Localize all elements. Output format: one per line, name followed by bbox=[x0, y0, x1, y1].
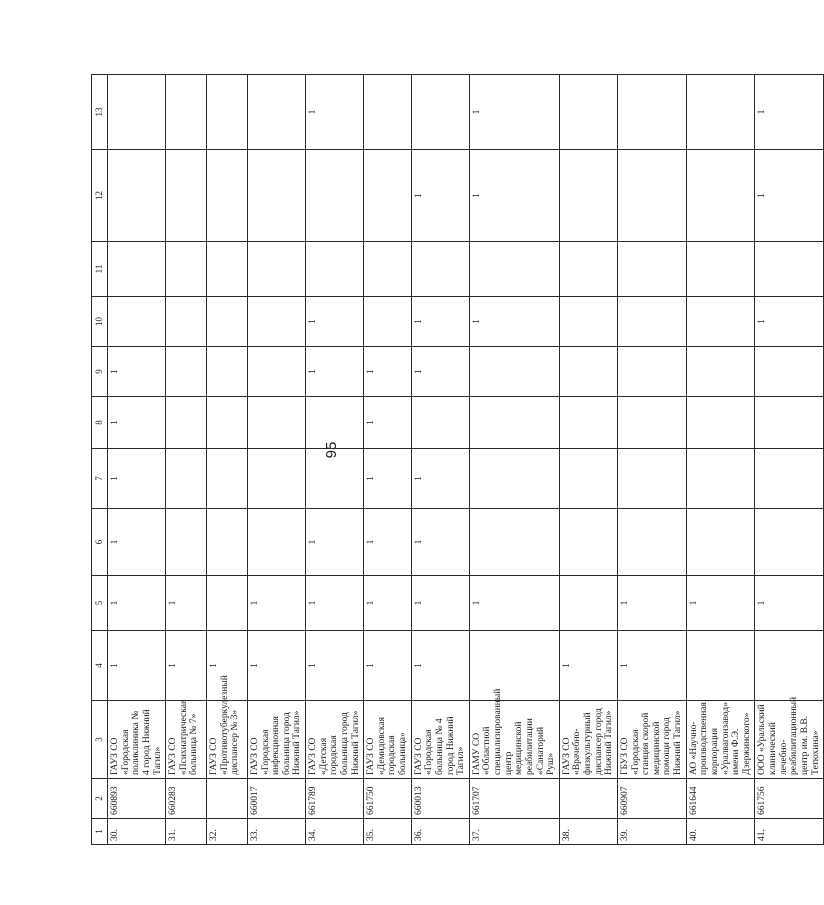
mark-cell-col-12 bbox=[306, 150, 364, 242]
organization-code: 661644 bbox=[686, 779, 755, 819]
mark-cell-col-10 bbox=[207, 297, 248, 347]
mark-value: 1 bbox=[413, 193, 424, 198]
mark-cell-col-5 bbox=[247, 576, 305, 631]
organization-code: 661756 bbox=[755, 779, 824, 819]
mark-cell-col-7 bbox=[469, 449, 559, 509]
mark-cell-col-8 bbox=[559, 397, 617, 449]
mark-cell-col-8 bbox=[617, 397, 686, 449]
mark-cell-col-6 bbox=[306, 509, 364, 576]
row-number: 30. bbox=[108, 819, 166, 845]
table-row bbox=[469, 75, 559, 845]
mark-value: 1 bbox=[757, 319, 768, 324]
mark-cell-col-5 bbox=[469, 576, 559, 631]
organization-name: ГАУЗ СО «Противотуберкулезный диспансер № 3» bbox=[207, 701, 248, 779]
mark-cell-col-5 bbox=[411, 576, 469, 631]
table-row bbox=[755, 75, 824, 845]
row-number: 41. bbox=[755, 819, 824, 845]
mark-cell-col-4 bbox=[617, 631, 686, 701]
mark-value: 1 bbox=[757, 109, 768, 115]
table-row bbox=[306, 75, 364, 845]
mark-value: 1 bbox=[688, 600, 699, 606]
mark-cell-col-4 bbox=[755, 631, 824, 701]
mark-cell-col-9 bbox=[559, 347, 617, 397]
mark-value: 1 bbox=[209, 663, 220, 668]
mark-cell-col-10 bbox=[364, 297, 412, 347]
row-number: 31. bbox=[166, 819, 207, 845]
mark-value: 1 bbox=[366, 600, 377, 606]
mark-cell-col-13 bbox=[364, 75, 412, 150]
organization-name: ГАМУ СО «Областной специализированный центр медицинской реабилитации «Санаторий Руш» bbox=[469, 701, 559, 779]
mark-value: 1 bbox=[110, 600, 120, 606]
mark-cell-col-12 bbox=[411, 150, 469, 242]
mark-value: 1 bbox=[168, 663, 179, 668]
mark-cell-col-8 bbox=[108, 397, 166, 449]
mark-cell-col-5 bbox=[166, 576, 207, 631]
table-row bbox=[364, 75, 412, 845]
mark-value: 1 bbox=[413, 319, 424, 324]
column-header-3: 3 bbox=[92, 701, 108, 779]
mark-value: 1 bbox=[471, 600, 482, 606]
mark-cell-col-5 bbox=[559, 576, 617, 631]
mark-value: 1 bbox=[110, 476, 120, 481]
mark-cell-col-4 bbox=[108, 631, 166, 701]
organization-name: АО «Научно-производственная корпорация «Уралвагонзавод» имени Ф.Э. Дзержинского» bbox=[686, 701, 755, 779]
mark-cell-col-7 bbox=[755, 449, 824, 509]
row-number: 36. bbox=[411, 819, 469, 845]
organization-name: ООО «Уральский клинический лечебно-реабилитационный центр им. В.В. Тетюхина» bbox=[755, 701, 824, 779]
mark-cell-col-6 bbox=[364, 509, 412, 576]
mark-cell-col-8 bbox=[247, 397, 305, 449]
mark-cell-col-7 bbox=[364, 449, 412, 509]
mark-value: 1 bbox=[366, 476, 377, 481]
mark-cell-col-6 bbox=[686, 509, 755, 576]
mark-cell-col-9 bbox=[686, 347, 755, 397]
mark-cell-col-12 bbox=[755, 150, 824, 242]
mark-cell-col-13 bbox=[108, 75, 166, 150]
mark-cell-col-10 bbox=[166, 297, 207, 347]
column-number-row bbox=[92, 75, 108, 845]
mark-cell-col-6 bbox=[411, 509, 469, 576]
mark-cell-col-12 bbox=[207, 150, 248, 242]
mark-cell-col-7 bbox=[686, 449, 755, 509]
row-number: 39. bbox=[617, 819, 686, 845]
mark-value: 1 bbox=[168, 600, 179, 606]
mark-value: 1 bbox=[308, 663, 319, 668]
mark-cell-col-10 bbox=[617, 297, 686, 347]
table-row bbox=[108, 75, 166, 845]
row-number: 33. bbox=[247, 819, 305, 845]
mark-cell-col-9 bbox=[247, 347, 305, 397]
mark-cell-col-6 bbox=[559, 509, 617, 576]
mark-cell-col-12 bbox=[686, 150, 755, 242]
mark-cell-col-13 bbox=[686, 75, 755, 150]
mark-value: 1 bbox=[308, 319, 319, 324]
mark-cell-col-13 bbox=[469, 75, 559, 150]
column-header-11: 11 bbox=[92, 242, 108, 297]
mark-cell-col-9 bbox=[108, 347, 166, 397]
organization-name: ГАУЗ СО «Психиатрическая больница № 7» bbox=[166, 701, 207, 779]
mark-cell-col-6 bbox=[469, 509, 559, 576]
table-row bbox=[686, 75, 755, 845]
mark-cell-col-12 bbox=[364, 150, 412, 242]
mark-cell-col-9 bbox=[306, 347, 364, 397]
mark-cell-col-13 bbox=[306, 75, 364, 150]
mark-cell-col-8 bbox=[166, 397, 207, 449]
mark-value: 1 bbox=[366, 369, 377, 374]
organization-code: 660013 bbox=[411, 779, 469, 819]
mark-cell-col-9 bbox=[166, 347, 207, 397]
mark-cell-col-11 bbox=[247, 242, 305, 297]
mark-cell-col-5 bbox=[306, 576, 364, 631]
mark-cell-col-11 bbox=[306, 242, 364, 297]
mark-cell-col-9 bbox=[207, 347, 248, 397]
mark-cell-col-9 bbox=[411, 347, 469, 397]
mark-cell-col-8 bbox=[469, 397, 559, 449]
mark-cell-col-7 bbox=[411, 449, 469, 509]
column-header-7: 7 bbox=[92, 449, 108, 509]
mark-cell-col-10 bbox=[411, 297, 469, 347]
table-body bbox=[108, 75, 824, 845]
mark-value: 1 bbox=[249, 600, 260, 606]
row-number: 37. bbox=[469, 819, 559, 845]
organization-code bbox=[207, 779, 248, 819]
mark-cell-col-7 bbox=[559, 449, 617, 509]
mark-cell-col-4 bbox=[469, 631, 559, 701]
mark-value: 1 bbox=[561, 663, 572, 668]
mark-cell-col-5 bbox=[755, 576, 824, 631]
mark-cell-col-9 bbox=[469, 347, 559, 397]
medical-organizations-table bbox=[91, 74, 824, 845]
column-header-13: 13 bbox=[92, 75, 108, 150]
mark-cell-col-13 bbox=[247, 75, 305, 150]
organization-name: ГАУЗ СО «Городская поликлиника № 4 город Нижний Тагил» bbox=[108, 701, 166, 779]
mark-cell-col-11 bbox=[411, 242, 469, 297]
mark-value: 1 bbox=[413, 476, 424, 481]
organization-name: ГАУЗ СО «Детская городская больница город Нижний Тагил» bbox=[306, 701, 364, 779]
organization-code: 660283 bbox=[166, 779, 207, 819]
mark-cell-col-13 bbox=[617, 75, 686, 150]
mark-cell-col-10 bbox=[686, 297, 755, 347]
mark-cell-col-7 bbox=[207, 449, 248, 509]
mark-cell-col-13 bbox=[166, 75, 207, 150]
mark-value: 1 bbox=[413, 539, 424, 545]
mark-cell-col-4 bbox=[364, 631, 412, 701]
mark-cell-col-8 bbox=[755, 397, 824, 449]
mark-value: 1 bbox=[110, 539, 120, 545]
mark-cell-col-6 bbox=[207, 509, 248, 576]
mark-cell-col-11 bbox=[166, 242, 207, 297]
organization-code: 661789 bbox=[306, 779, 364, 819]
mark-cell-col-4 bbox=[306, 631, 364, 701]
mark-cell-col-10 bbox=[247, 297, 305, 347]
mark-value: 1 bbox=[110, 369, 120, 374]
mark-cell-col-11 bbox=[559, 242, 617, 297]
row-number: 40. bbox=[686, 819, 755, 845]
organization-code: 660017 bbox=[247, 779, 305, 819]
column-header-4: 4 bbox=[92, 631, 108, 701]
mark-value: 1 bbox=[471, 109, 482, 115]
mark-cell-col-6 bbox=[617, 509, 686, 576]
mark-cell-col-12 bbox=[166, 150, 207, 242]
mark-cell-col-9 bbox=[364, 347, 412, 397]
mark-cell-col-9 bbox=[617, 347, 686, 397]
mark-cell-col-6 bbox=[755, 509, 824, 576]
mark-cell-col-8 bbox=[411, 397, 469, 449]
mark-cell-col-4 bbox=[559, 631, 617, 701]
mark-cell-col-10 bbox=[469, 297, 559, 347]
row-number: 38. bbox=[559, 819, 617, 845]
mark-value: 1 bbox=[110, 663, 120, 668]
mark-cell-col-8 bbox=[306, 397, 364, 449]
mark-cell-col-12 bbox=[559, 150, 617, 242]
mark-cell-col-6 bbox=[166, 509, 207, 576]
mark-cell-col-11 bbox=[469, 242, 559, 297]
table-row bbox=[166, 75, 207, 845]
mark-cell-col-6 bbox=[247, 509, 305, 576]
mark-value: 1 bbox=[308, 109, 319, 115]
rotated-table-container bbox=[91, 75, 821, 845]
organization-name: ГАУЗ СО «Врачебно-физкультурный диспансер город Нижний Тагил» bbox=[559, 701, 617, 779]
mark-cell-col-4 bbox=[166, 631, 207, 701]
organization-name: ГАУЗ СО «Городская инфекционная больница город Нижний Тагил» bbox=[247, 701, 305, 779]
table-row bbox=[411, 75, 469, 845]
mark-value: 1 bbox=[619, 663, 630, 668]
mark-value: 1 bbox=[413, 369, 424, 374]
mark-cell-col-10 bbox=[306, 297, 364, 347]
mark-cell-col-6 bbox=[108, 509, 166, 576]
mark-value: 1 bbox=[366, 539, 377, 545]
column-header-1: 1 bbox=[92, 819, 108, 845]
mark-cell-col-13 bbox=[755, 75, 824, 150]
column-header-5: 5 bbox=[92, 576, 108, 631]
organization-code: 661750 bbox=[364, 779, 412, 819]
mark-cell-col-4 bbox=[686, 631, 755, 701]
mark-cell-col-5 bbox=[108, 576, 166, 631]
organization-name: ГАУЗ СО «Городская больница № 4 город Нижний Тагил» bbox=[411, 701, 469, 779]
organization-code: 660907 bbox=[617, 779, 686, 819]
mark-value: 1 bbox=[366, 663, 377, 668]
column-header-9: 9 bbox=[92, 347, 108, 397]
page-number: 95 bbox=[323, 441, 340, 459]
table-row bbox=[207, 75, 248, 845]
row-number: 34. bbox=[306, 819, 364, 845]
table-row bbox=[559, 75, 617, 845]
row-number: 32. bbox=[207, 819, 248, 845]
mark-cell-col-11 bbox=[207, 242, 248, 297]
mark-value: 1 bbox=[308, 369, 319, 374]
mark-cell-col-13 bbox=[411, 75, 469, 150]
mark-value: 1 bbox=[757, 600, 768, 606]
mark-value: 1 bbox=[366, 420, 377, 425]
organization-code bbox=[559, 779, 617, 819]
mark-cell-col-10 bbox=[559, 297, 617, 347]
mark-cell-col-13 bbox=[559, 75, 617, 150]
table-row bbox=[247, 75, 305, 845]
mark-cell-col-7 bbox=[166, 449, 207, 509]
column-header-12: 12 bbox=[92, 150, 108, 242]
mark-cell-col-8 bbox=[686, 397, 755, 449]
mark-cell-col-9 bbox=[755, 347, 824, 397]
mark-cell-col-5 bbox=[364, 576, 412, 631]
mark-cell-col-8 bbox=[364, 397, 412, 449]
organization-code: 660893 bbox=[108, 779, 166, 819]
column-header-10: 10 bbox=[92, 297, 108, 347]
mark-cell-col-11 bbox=[617, 242, 686, 297]
table-row bbox=[617, 75, 686, 845]
column-header-6: 6 bbox=[92, 509, 108, 576]
mark-value: 1 bbox=[619, 600, 630, 606]
mark-value: 1 bbox=[413, 663, 424, 668]
mark-cell-col-12 bbox=[108, 150, 166, 242]
organization-code: 661707 bbox=[469, 779, 559, 819]
mark-cell-col-12 bbox=[469, 150, 559, 242]
mark-cell-col-7 bbox=[617, 449, 686, 509]
mark-cell-col-12 bbox=[247, 150, 305, 242]
mark-cell-col-7 bbox=[108, 449, 166, 509]
mark-value: 1 bbox=[110, 420, 120, 425]
mark-cell-col-7 bbox=[247, 449, 305, 509]
mark-cell-col-5 bbox=[207, 576, 248, 631]
mark-cell-col-8 bbox=[207, 397, 248, 449]
mark-cell-col-10 bbox=[108, 297, 166, 347]
row-number: 35. bbox=[364, 819, 412, 845]
mark-cell-col-11 bbox=[364, 242, 412, 297]
mark-cell-col-7 bbox=[306, 449, 364, 509]
column-header-8: 8 bbox=[92, 397, 108, 449]
mark-value: 1 bbox=[471, 193, 482, 198]
column-header-2: 2 bbox=[92, 779, 108, 819]
mark-cell-col-12 bbox=[617, 150, 686, 242]
mark-value: 1 bbox=[308, 539, 319, 545]
organization-name: ГБУЗ СО «Городская станция скорой медицинской помощи город Нижний Тагил» bbox=[617, 701, 686, 779]
mark-cell-col-11 bbox=[686, 242, 755, 297]
organization-name: ГАУЗ СО «Демидовская городская больница» bbox=[364, 701, 412, 779]
mark-cell-col-13 bbox=[207, 75, 248, 150]
mark-value: 1 bbox=[308, 600, 319, 606]
mark-value: 1 bbox=[757, 193, 768, 198]
mark-cell-col-11 bbox=[108, 242, 166, 297]
mark-value: 1 bbox=[249, 663, 260, 668]
mark-cell-col-11 bbox=[755, 242, 824, 297]
mark-cell-col-10 bbox=[755, 297, 824, 347]
mark-cell-col-5 bbox=[617, 576, 686, 631]
mark-cell-col-5 bbox=[686, 576, 755, 631]
mark-value: 1 bbox=[471, 319, 482, 324]
mark-cell-col-4 bbox=[411, 631, 469, 701]
mark-cell-col-4 bbox=[247, 631, 305, 701]
mark-value: 1 bbox=[413, 600, 424, 606]
